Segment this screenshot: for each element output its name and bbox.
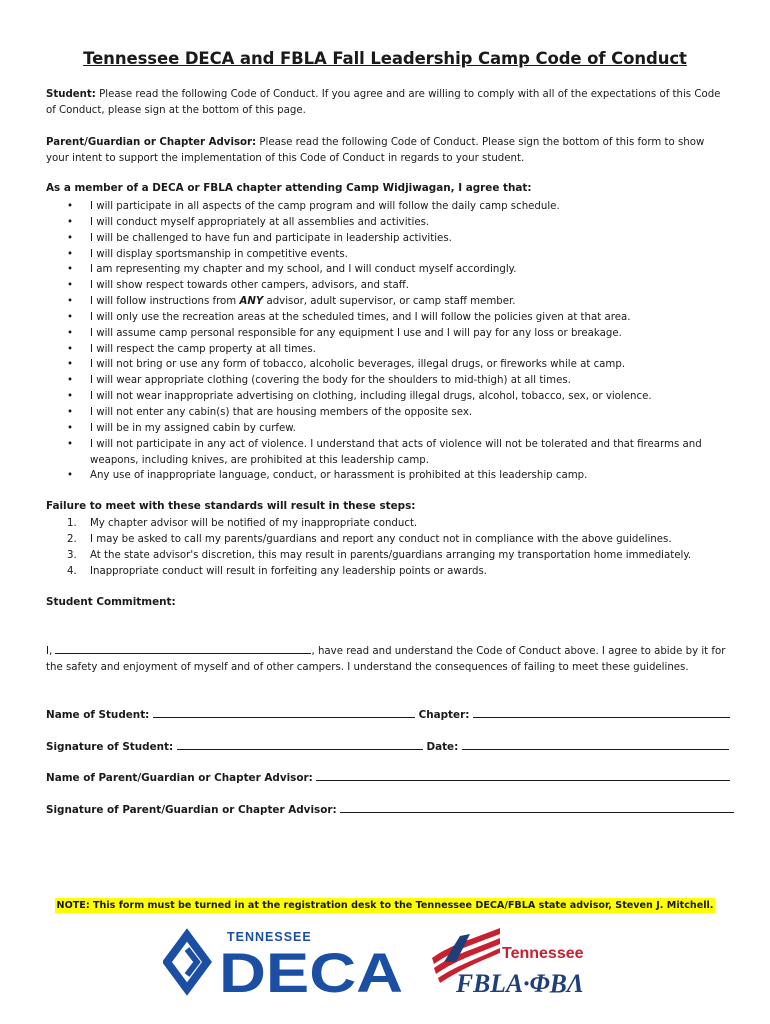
fbla-logo-wordmark: FBLA·ΦΒΛ: [455, 969, 584, 998]
rule-item: • Any use of inappropriate language, conduct, or harassment is prohibited at this leadership camp.: [46, 468, 726, 484]
rule-text: I will follow instructions from: [90, 296, 240, 308]
signature-of-parent-field: [46, 801, 734, 816]
rules-list: [46, 199, 726, 484]
rule-item: [46, 294, 726, 310]
rule-item: • I will conduct myself appropriately at all assemblies and activities.: [46, 215, 726, 231]
rule-item: • I will not wear inappropriate advertising on clothing, including illegal drugs, alcohol, tobacco, sex, or violence.: [46, 389, 726, 405]
name-of-parent-line[interactable]: [316, 769, 730, 781]
student-name-blank[interactable]: [55, 642, 311, 654]
page-title: Tennessee DECA and FBLA Fall Leadership Camp Code of Conduct: [83, 49, 687, 68]
rule-emphasis: ANY: [239, 296, 264, 308]
parent-instructions: [46, 135, 726, 167]
commitment-statement: I, , have read and understand the Code of Conduct above. I agree to abide by it for the safety and enjoyment of myself and of other campers. I understand the consequences of failing to meet these guidelines.: [46, 642, 726, 676]
name-of-student-field: [46, 706, 730, 721]
rule-item: • I will not participate in any act of violence. I understand that acts of violence will not be tolerated and that firearms and weapons, including knives, are prohibited at this leadership camp.: [46, 437, 726, 469]
rule-item: • I will participate in all aspects of the camp program and will follow the daily camp schedule.: [46, 199, 726, 215]
student-label: Student:: [46, 89, 96, 100]
agreement-heading: As a member of a DECA or FBLA chapter attending Camp Widjiwagan, I agree that:: [46, 182, 532, 194]
step-item: 1. My chapter advisor will be notified of my inappropriate conduct.: [67, 518, 418, 529]
step-item: 3. At the state advisor's discretion, this may result in parents/guardians arranging my transportation home immediately.: [67, 549, 692, 561]
parent-instructions-text: Please read the following Code of Conduct. Please sign the bottom of this form to show your intent to support the implementation of this Code of Conduct in regards to your student.: [46, 137, 705, 164]
rule-item: • I will only use the recreation areas at the scheduled times, and I will follow the policies given at that area.: [46, 310, 726, 326]
rule-item: • I will assume camp personal responsible for any equipment I use and I will pay for any loss or breakage.: [46, 326, 726, 342]
deca-diamond-icon: [167, 935, 207, 989]
name-of-student-label: Name of Student:: [46, 709, 150, 721]
rule-item: • I will be challenged to have fun and participate in leadership activities.: [46, 231, 726, 247]
signature-of-parent-label: Signature of Parent/Guardian or Chapter Advisor:: [46, 804, 337, 816]
chapter-label: Chapter:: [418, 709, 470, 721]
signature-of-student-line[interactable]: [177, 738, 423, 750]
signature-of-student-field: [46, 738, 729, 753]
rule-item: • I will respect the camp property at all times.: [46, 342, 726, 358]
name-of-parent-field: [46, 769, 730, 784]
date-label: Date:: [426, 741, 459, 753]
rule-item: • I will show respect towards other campers, advisors, and staff.: [46, 278, 726, 294]
parent-label: Parent/Guardian or Chapter Advisor:: [46, 137, 257, 148]
rule-item: • I will be in my assigned cabin by curfew.: [46, 421, 726, 437]
name-of-student-line[interactable]: [153, 706, 415, 718]
rule-item: • I am representing my chapter and my school, and I will conduct myself accordingly.: [46, 262, 726, 278]
signature-of-parent-line[interactable]: [340, 801, 734, 813]
step-item: 2. I may be asked to call my parents/guardians and report any conduct not in compliance with the above guidelines.: [67, 533, 672, 545]
consequence-steps: [46, 516, 726, 580]
deca-logo-state: TENNESSEE: [227, 930, 312, 944]
signature-of-student-label: Signature of Student:: [46, 741, 174, 753]
fbla-logo-state: Tennessee: [502, 945, 584, 962]
submission-note-text: NOTE: This form must be turned in at the registration desk to the Tennessee DECA/FBLA state advisor, Steven J. Mitchell.: [56, 900, 714, 911]
deca-logo-wordmark: DECA: [219, 941, 403, 999]
date-line[interactable]: [462, 738, 729, 750]
name-of-parent-label: Name of Parent/Guardian or Chapter Advisor:: [46, 772, 313, 784]
deca-logo: [163, 925, 409, 999]
step-item: 4. Inappropriate conduct will result in forfeiting any leadership points or awards.: [67, 565, 487, 577]
rule-item: • I will wear appropriate clothing (covering the body for the shoulders to mid-thigh) at all times.: [46, 373, 726, 389]
rule-item: • I will display sportsmanship in competitive events.: [46, 247, 726, 263]
student-instructions-text: Please read the following Code of Conduct. If you agree and are willing to comply with all of the expectations of this Code of Conduct, please sign at the bottom of this page.: [46, 89, 721, 116]
commitment-heading: Student Commitment:: [46, 596, 176, 608]
rule-item: • I will not enter any cabin(s) that are housing members of the opposite sex.: [46, 405, 726, 421]
student-instructions: [46, 87, 726, 119]
rule-text-tail: advisor, adult supervisor, or camp staff member.: [263, 296, 516, 308]
rule-item: • I will not bring or use any form of tobacco, alcoholic beverages, illegal drugs, or fireworks while at camp.: [46, 357, 726, 373]
chapter-line[interactable]: [473, 706, 730, 718]
submission-note: [0, 893, 770, 912]
fbla-logo: [430, 922, 600, 998]
failure-heading: Failure to meet with these standards will result in these steps:: [46, 500, 416, 512]
